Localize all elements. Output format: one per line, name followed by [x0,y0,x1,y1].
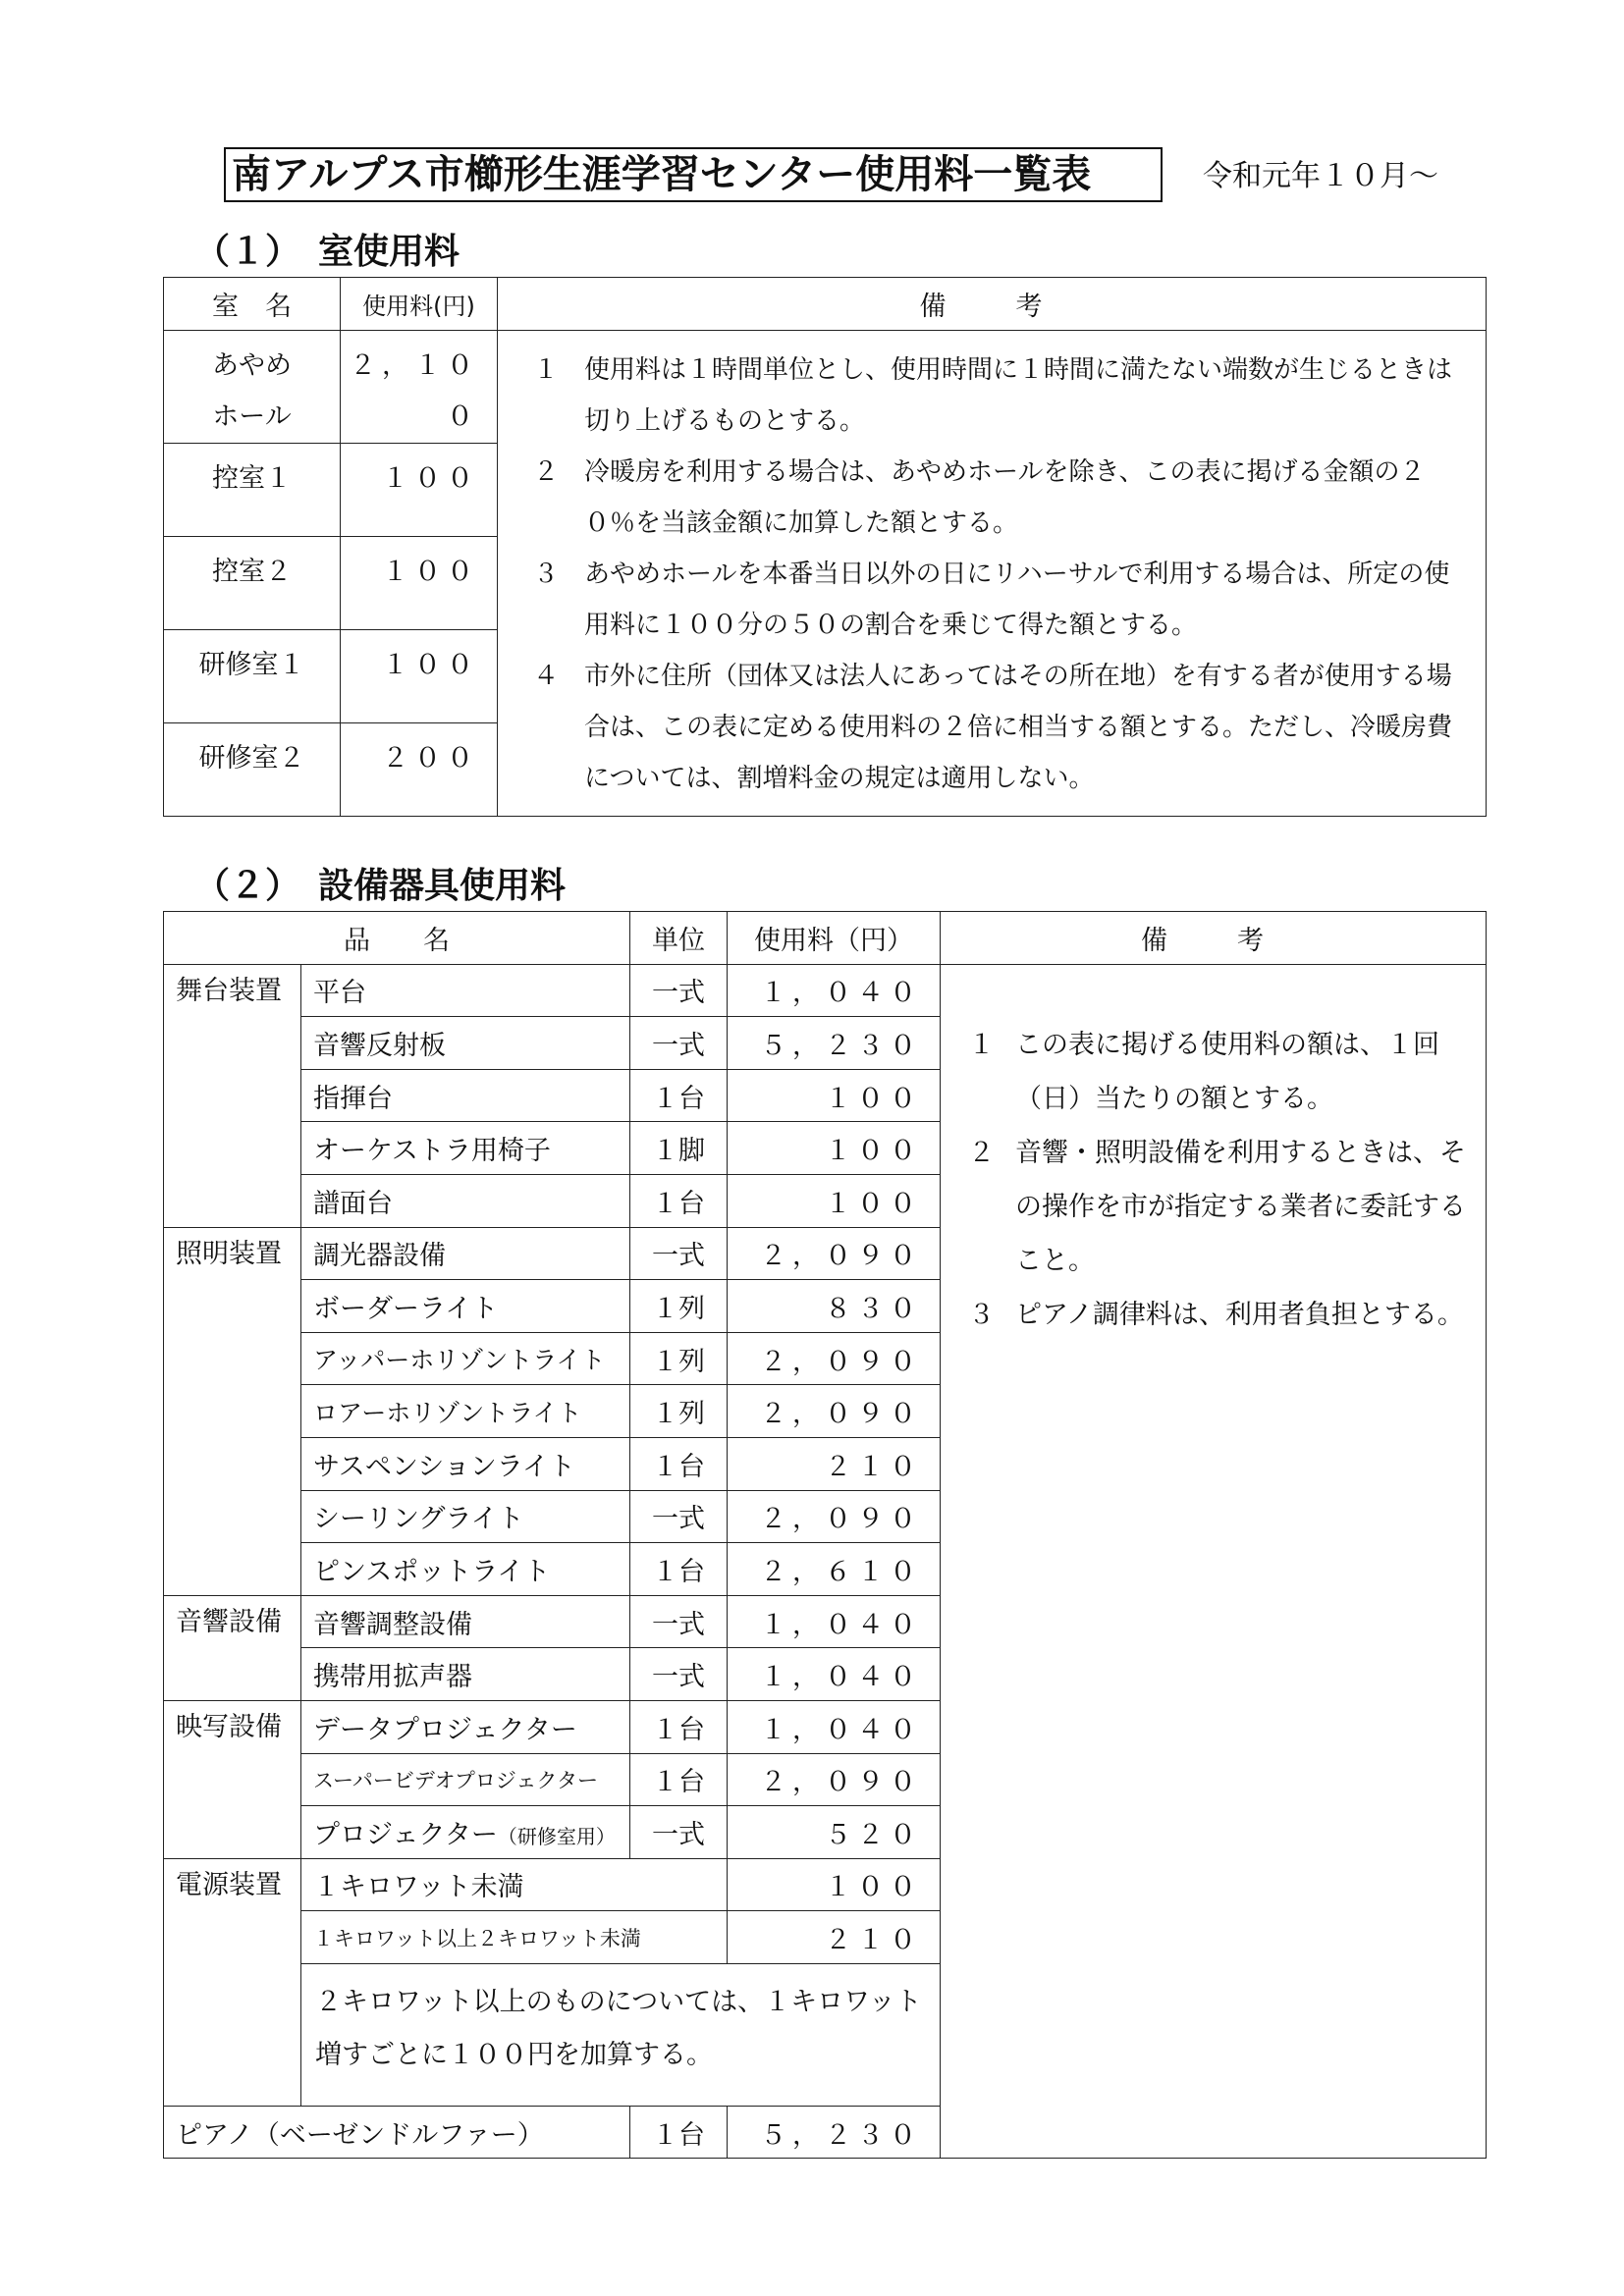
item-unit: １台 [630,1543,728,1596]
item-fee: １００ [728,1122,941,1175]
item-fee: １，０４０ [728,964,941,1017]
item-fee: ２，６１０ [728,1543,941,1596]
room-name: 研修室２ [164,723,341,817]
item-name: 平台 [301,964,630,1017]
item-name: データプロジェクター [301,1700,630,1753]
item-fee: ２１０ [728,1437,941,1490]
effective-date: 令和元年１０月～ [1203,159,1438,193]
item-unit: １台 [630,1700,728,1753]
item-fee: １００ [728,1174,941,1227]
item-name: 譜面台 [301,1174,630,1227]
room-name: あやめ ホール [164,331,341,444]
note-item: １ 使用料は１時間単位とし、使用時間に１時間に満たない端数が生じるときは切り上げるものとする。 [533,355,1453,436]
item-fee: ２，０９０ [728,1753,941,1806]
item-name: ボーダーライト [301,1280,630,1333]
room-fee: １００ [341,630,498,723]
item-fee: ２１０ [728,1911,941,1964]
note-item: ４ 市外に住所（団体又は法人にあってはその所在地）を有する者が使用する場合は、この表に定める使用料の２倍に相当する額とする。ただし、冷暖房費については、割増料金の規定は適用しない。 [533,662,1453,793]
col-header-fee: 使用料(円) [341,278,498,331]
item-unit: １列 [630,1332,728,1385]
item-unit: １脚 [630,1122,728,1175]
item-unit: １列 [630,1280,728,1333]
section-heading-equipment-fees: （２） 設備器具使用料 [194,866,567,906]
item-name: １キロワット以上２キロワット未満 [301,1911,728,1964]
room-fee: ２，１００ [341,331,498,444]
item-name: ピンスポットライト [301,1543,630,1596]
item-fee: １，０４０ [728,1700,941,1753]
note-item: ３ ピアノ調律料は、利用者負担とする。 [968,1299,1464,1330]
item-unit: １台 [630,2106,728,2159]
category-projection: 映写設備 [164,1700,301,1858]
item-name: プロジェクター（研修室用） [301,1806,630,1859]
col-header-remarks: 備 考 [941,912,1487,965]
equipment-fee-notes [941,964,1487,2159]
item-fee: ５，２３０ [728,2106,941,2159]
item-name: サスペンションライト [301,1437,630,1490]
item-name: 音響調整設備 [301,1595,630,1648]
room-name: 研修室１ [164,630,341,723]
section-heading-room-fees: （１） 室使用料 [194,232,460,272]
item-fee: ２，０９０ [728,1332,941,1385]
item-fee: ２，０９０ [728,1385,941,1438]
item-unit: １列 [630,1385,728,1438]
item-unit: １台 [630,1174,728,1227]
item-unit: 一式 [630,1227,728,1280]
item-name: 調光器設備 [301,1227,630,1280]
col-header-item-name: 品 名 [164,912,630,965]
room-fee: １００ [341,537,498,630]
equipment-fee-table [163,911,1487,2159]
item-fee: ５，２３０ [728,1017,941,1070]
item-name: オーケストラ用椅子 [301,1122,630,1175]
item-name: ピアノ（ベーゼンドルファー） [164,2106,630,2159]
room-name: 控室２ [164,537,341,630]
col-header-room-name: 室 名 [164,278,341,331]
category-sound: 音響設備 [164,1595,301,1700]
col-header-fee: 使用料（円） [728,912,941,965]
item-unit: 一式 [630,1806,728,1859]
item-name: 指揮台 [301,1069,630,1122]
note-item: ３ あやめホールを本番当日以外の日にリハーサルで利用する場合は、所定の使用料に１００分の５０の割合を乗じて得た額とする。 [533,560,1450,640]
item-unit: 一式 [630,964,728,1017]
item-fee: ５２０ [728,1806,941,1859]
item-name: 音響反射板 [301,1017,630,1070]
item-unit: １台 [630,1437,728,1490]
category-power: 電源装置 [164,1858,301,2106]
item-fee: １００ [728,1858,941,1911]
item-fee: １００ [728,1069,941,1122]
item-fee: ２，０９０ [728,1490,941,1543]
col-header-unit: 単位 [630,912,728,965]
item-fee: １，０４０ [728,1648,941,1701]
item-unit: 一式 [630,1648,728,1701]
item-fee: ２，０９０ [728,1227,941,1280]
page-title: 南アルプス市櫛形生涯学習センター使用料一覧表 [224,147,1163,202]
item-unit: 一式 [630,1490,728,1543]
note-item: ２ 音響・照明設備を利用するときは、その操作を市が指定する業者に委託すること。 [968,1137,1466,1276]
room-fee: １００ [341,444,498,537]
note-item: ２ 冷暖房を利用する場合は、あやめホールを除き、この表に掲げる金額の２０％を当該金額に加算した額とする。 [533,457,1426,538]
category-stage: 舞台装置 [164,964,301,1227]
item-name: アッパーホリゾントライト [301,1332,630,1385]
item-unit: １台 [630,1069,728,1122]
room-fee: ２００ [341,723,498,817]
item-name: スーパービデオプロジェクター [301,1753,630,1806]
room-fee-notes [498,331,1487,817]
item-unit: １台 [630,1753,728,1806]
item-unit: 一式 [630,1595,728,1648]
category-lighting: 照明装置 [164,1227,301,1595]
item-fee: １，０４０ [728,1595,941,1648]
room-fee-table [163,277,1487,817]
item-name: １キロワット未満 [301,1858,728,1911]
power-note: ２キロワット以上のものについては、１キロワット増すごとに１００円を加算する。 [301,1963,941,2106]
col-header-remarks: 備 考 [498,278,1487,331]
item-name: 携帯用拡声器 [301,1648,630,1701]
note-item: １ この表に掲げる使用料の額は、１回（日）当たりの額とする。 [968,1029,1439,1114]
item-name: シーリングライト [301,1490,630,1543]
item-unit: 一式 [630,1017,728,1070]
item-fee: ８３０ [728,1280,941,1333]
room-name: 控室１ [164,444,341,537]
item-name: ロアーホリゾントライト [301,1385,630,1438]
